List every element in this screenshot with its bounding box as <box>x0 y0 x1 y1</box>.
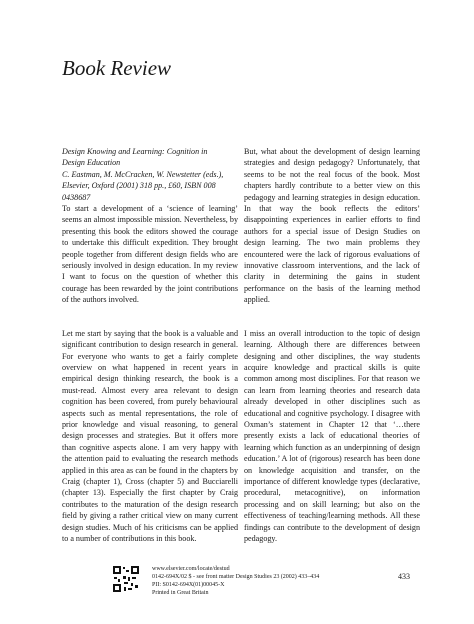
left-paragraph-1: To start a development of a ‘science of learning’ seems an almost impossible mission. Nevertheless, by presenting this book the editors showed the courage to undertake this difficult expedition. They brought people together from different design fields who are seriously involved in design education. In my review I want to focus on the question of whether this courage has been rewarded by the joint contributions of the authors involved. <box>62 204 238 305</box>
left-column <box>62 146 238 544</box>
right-column <box>244 146 420 544</box>
right-paragraph-2: I miss an overall introduction to the topic of design learning. Although there are differences between designing and other disciplines, the way students acquire knowledge and practical skills is quite common among most disciplines. For that reason we can learn from learning theories and research data already developed in other disciplines such as educational and cognitive psychology. I disagree with Oxman’s statement in Chapter 12 that ‘…there presently exists a lack of educational theories of learning which function as an underpinning of design education.’ A lot of (rigorous) research has been done on knowledge acquisition and transfer, on the importance of different knowledge types (declarative, procedural, metacognitive), on information processing and on skill learning; but also on the effectiveness of teaching/learning methods. All these findings can contribute to the development of design pedagogy. <box>244 328 420 543</box>
page-number: 433 <box>398 572 410 581</box>
left-paragraph-2: Let me start by saying that the book is a valuable and significant contribution to design research in general. For everyone who wants to get a fairly complete overview on what happened in recent years in empirical design thinking research, the book is a must-read. Almost every area relevant to design cognition has been covered, from purely behavioural aspects such as mental representations, the role of prior knowledge and visual reasoning, to general design processes and strategies. But it offers more than cognitive aspects alone. I am very happy with the attention paid to evaluating the research methods applied in this area as can be found in the chapters by Craig (chapter 1), Cross (chapter 5) and Bucciarelli (chapter 13). Especially the first chapter by Craig contributes to the maturation of the design research field by giving a rather critical view on many current design studies. Much of his criticisms can be applied to a number of contributions in this book. <box>62 328 238 543</box>
footer <box>152 565 372 597</box>
footer-url: www.elsevier.com/locate/destud <box>152 566 230 572</box>
ref-line-1: Design Knowing and Learning: Cognition in <box>62 147 208 156</box>
page-title: Book Review <box>62 56 172 80</box>
footer-line-3: Printed in Great Britain <box>152 590 209 596</box>
ref-line-5: 0438687 <box>62 192 91 202</box>
ref-line-3: C. Eastman, M. McCracken, W. Newstetter (eds.), <box>62 169 224 179</box>
ref-line-4: Elsevier, Oxford (2001) 318 pp., £60, ISBN 008 <box>62 181 216 191</box>
footer-line-1: 0142-694X/02 $ - see front matter Design Studies 23 (2002) 433–434 <box>152 574 320 580</box>
footer-line-2: PII: S0142-694X(01)00045-X <box>152 582 225 588</box>
review-reference <box>62 146 238 203</box>
right-paragraph-1: But, what about the development of design learning strategies and design pedagogy? Unfortunately, that seems to be not the real focus of the book. Most chapters hardly contribute to a better view on this pedagogy and learning strategies in design education. In that way the book reflects the editors’ disappointing experiences in earlier efforts to find authors for a special issue of Design Studies on design learning. The two main problems they encountered were the lack of rigorous evaluations of innovative classroom interventions, and the lack of clarity in determining the gains in student performance on the basis of the learning method applied. <box>244 147 420 305</box>
ref-line-2: Design Education <box>62 158 121 168</box>
qr-code-icon <box>112 565 140 593</box>
